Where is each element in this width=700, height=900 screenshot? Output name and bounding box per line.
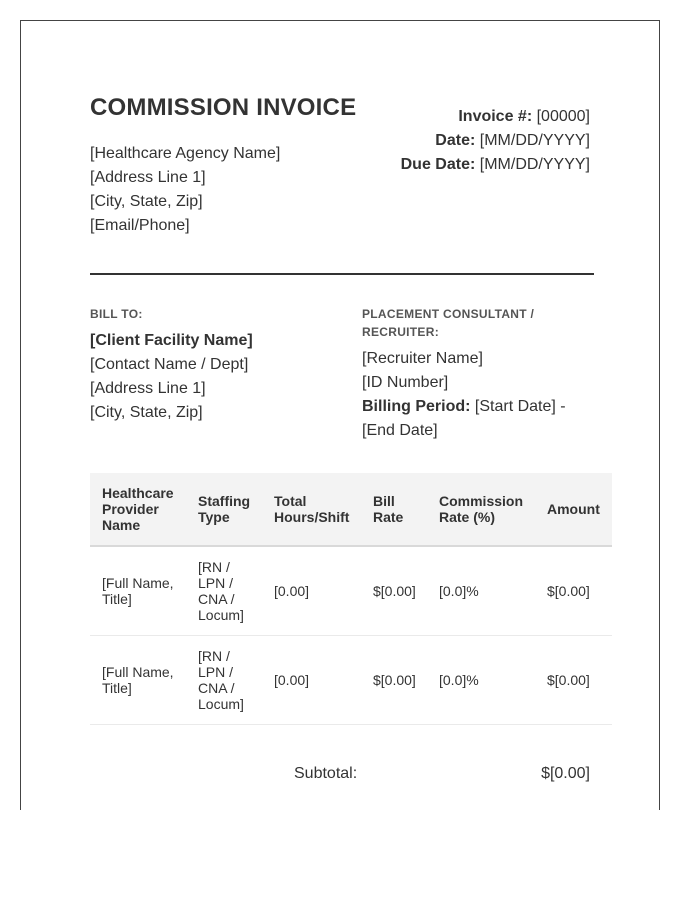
billing-period-value: [Start Date] - [End Date]	[362, 398, 566, 439]
due-date-label: Due Date:	[400, 156, 476, 173]
agency-address: [Address Line 1]	[90, 169, 206, 186]
header-bill-rate: Bill Rate	[361, 473, 427, 546]
client-contact: [Contact Name / Dept]	[90, 356, 249, 373]
header-staffing-type: Staffing Type	[186, 473, 262, 546]
invoice-date-value: [MM/DD/YYYY]	[479, 132, 590, 149]
cell-commission-rate: [0.0]%	[427, 546, 535, 635]
subtotal-value: $[0.00]	[541, 765, 590, 782]
cell-staffing-type: [RN / LPN / CNA / Locum]	[186, 546, 262, 635]
bill-to-block	[90, 305, 350, 425]
header-total-hours: Total Hours/Shift	[262, 473, 361, 546]
line-items-table	[90, 473, 612, 725]
invoice-date-label: Date:	[435, 132, 476, 149]
recruiter-label: PLACEMENT CONSULTANT / RECRUITER:	[362, 307, 535, 339]
header-divider	[90, 273, 594, 275]
table-row	[90, 546, 612, 635]
cell-bill-rate: $[0.00]	[361, 546, 427, 635]
due-date-value: [MM/DD/YYYY]	[479, 156, 590, 173]
cell-total-hours: [0.00]	[262, 546, 361, 635]
bill-to-lines	[90, 329, 350, 425]
agency-contact: [Email/Phone]	[90, 217, 190, 234]
cell-provider-name: [Full Name, Title]	[90, 635, 186, 724]
client-city: [City, State, Zip]	[90, 404, 203, 421]
billing-period	[362, 395, 594, 443]
recruiter-id: [ID Number]	[362, 374, 449, 391]
recruiter-name: [Recruiter Name]	[362, 350, 483, 367]
line-items-table-wrap	[90, 473, 612, 725]
subtotal-label: Subtotal:	[294, 765, 358, 782]
table-header-row	[90, 473, 612, 546]
client-facility-name: [Client Facility Name]	[90, 332, 253, 349]
recruiter-lines	[362, 347, 594, 443]
header-commission-rate: Commission Rate (%)	[427, 473, 535, 546]
table-row	[90, 635, 612, 724]
agency-info	[90, 142, 280, 238]
cell-provider-name: [Full Name, Title]	[90, 546, 186, 635]
recruiter-block	[362, 305, 594, 443]
cell-amount: $[0.00]	[535, 546, 612, 635]
invoice-date-line	[401, 129, 590, 153]
cell-total-hours: [0.00]	[262, 635, 361, 724]
cell-staffing-type: [RN / LPN / CNA / Locum]	[186, 635, 262, 724]
invoice-number-label: Invoice #:	[458, 108, 533, 125]
invoice-title: COMMISSION INVOICE	[90, 94, 357, 121]
bill-to-label: BILL TO:	[90, 307, 143, 321]
agency-name: [Healthcare Agency Name]	[90, 145, 281, 162]
header-amount: Amount	[535, 473, 612, 546]
invoice-number-line	[401, 105, 590, 129]
cell-bill-rate: $[0.00]	[361, 635, 427, 724]
invoice-number-value: [00000]	[536, 108, 590, 125]
header-provider-name: Healthcare Provider Name	[90, 473, 186, 546]
cell-amount: $[0.00]	[535, 635, 612, 724]
agency-city: [City, State, Zip]	[90, 193, 203, 210]
billing-period-label: Billing Period:	[362, 398, 471, 415]
cell-commission-rate: [0.0]%	[427, 635, 535, 724]
invoice-page	[20, 20, 660, 810]
due-date-line	[401, 153, 590, 177]
invoice-meta	[401, 105, 590, 177]
client-address: [Address Line 1]	[90, 380, 206, 397]
